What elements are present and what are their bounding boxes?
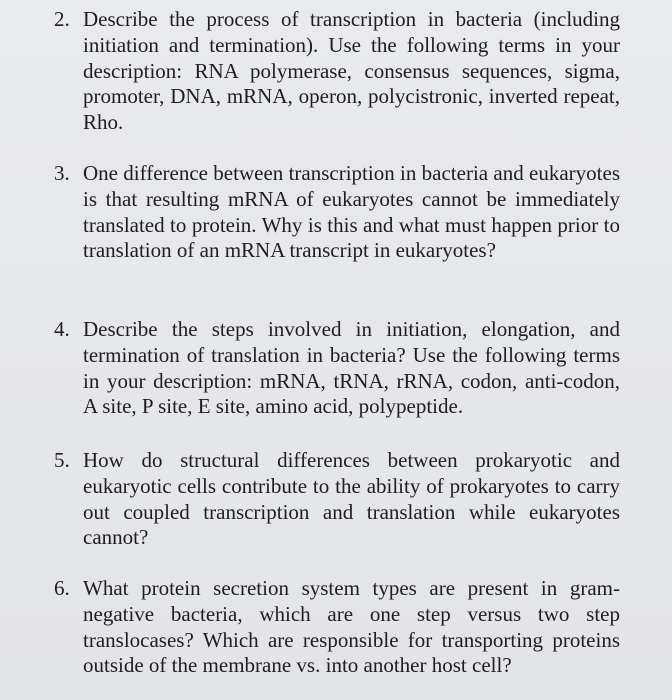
question-3	[54, 161, 620, 264]
question-2	[54, 7, 620, 136]
question-number: 2.	[54, 7, 70, 31]
question-number: 3.	[54, 161, 70, 185]
question-5	[54, 448, 620, 551]
question-text: What protein secretion system types are present in gram-negative bacteria, which are one step versus two step translocases? Which are responsible for transporting proteins outside of the membrane vs. into another host cell?	[83, 576, 620, 678]
question-number: 6.	[54, 576, 70, 600]
question-number: 5.	[54, 448, 70, 472]
question-text: One difference between transcription in bacteria and eukaryotes is that resulting mRNA of eukaryotes cannot be immediately translated to protein. Why is this and what must happen prior to translation of an mRNA transcript in eukaryotes?	[83, 161, 620, 263]
question-number: 4.	[54, 317, 70, 341]
question-6	[54, 576, 620, 679]
question-text: Describe the process of transcription in bacteria (including initiation and termination). Use the following terms in your description: RNA polymerase, consensus sequences, sigma, promoter, DNA, mRNA, operon, polycistronic, inverted repeat, Rho.	[83, 7, 620, 135]
question-text: Describe the steps involved in initiation, elongation, and termination of translation in bacteria? Use the following terms in your description: mRNA, tRNA, rRNA, codon, anti-codon, A site, P site, E site, amino acid, polypeptide.	[83, 317, 620, 419]
question-text: How do structural differences between prokaryotic and eukaryotic cells contribute to the ability of prokaryotes to carry out coupled transcription and translation while eukaryotes cannot?	[83, 448, 620, 550]
question-4	[54, 317, 620, 420]
